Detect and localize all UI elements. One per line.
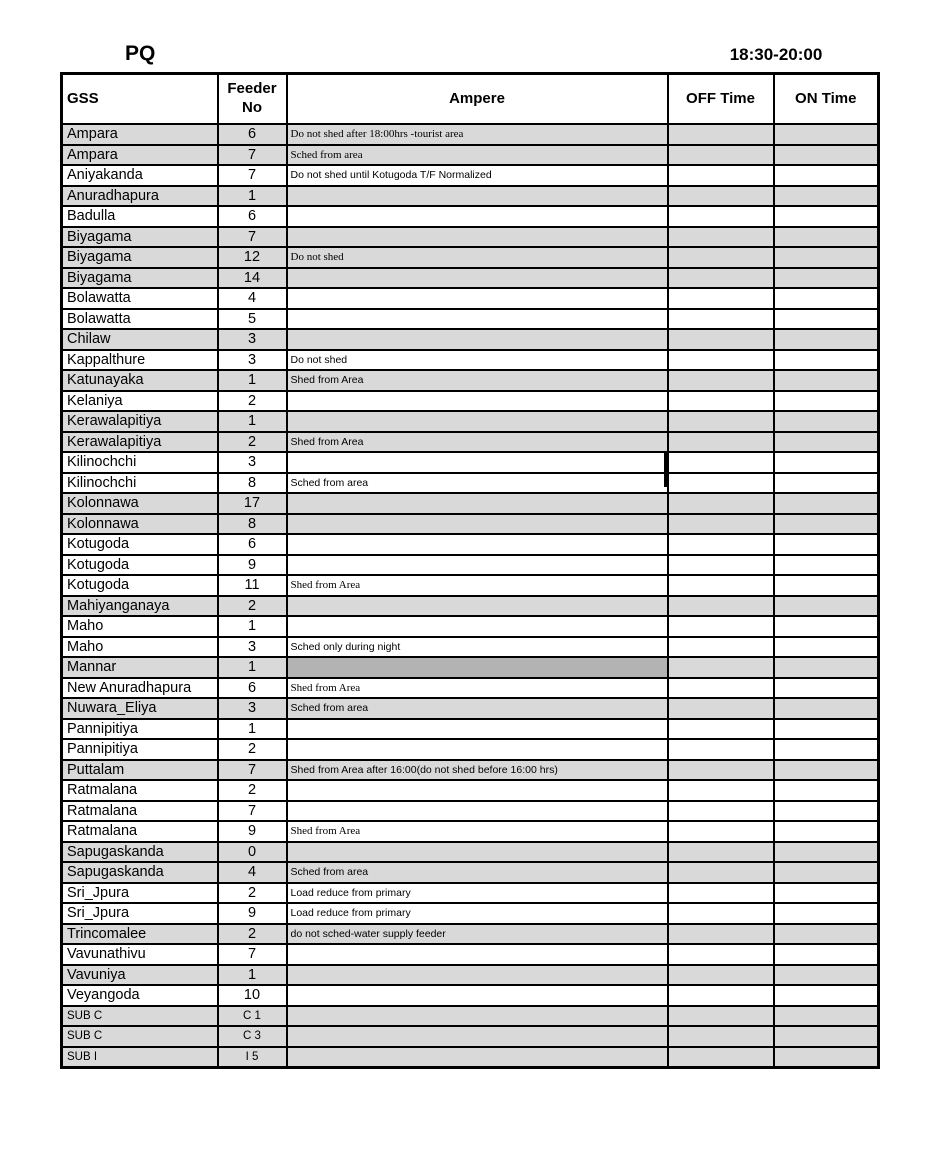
ampere-note-cell — [287, 391, 668, 412]
on-time-cell — [774, 575, 879, 596]
on-time-cell — [774, 514, 879, 535]
table-row — [62, 1047, 879, 1068]
on-time-cell — [774, 370, 879, 391]
feeder-no-cell: 1 — [218, 616, 287, 637]
off-time-cell — [668, 411, 774, 432]
gss-cell: Kerawalapitiya — [62, 411, 218, 432]
table-row — [62, 124, 879, 145]
feeder-no-cell: 7 — [218, 760, 287, 781]
on-time-cell — [774, 1026, 879, 1047]
table-row — [62, 883, 879, 904]
on-time-cell — [774, 534, 879, 555]
off-time-cell — [668, 391, 774, 412]
table-row — [62, 1026, 879, 1047]
off-time-cell — [668, 145, 774, 166]
on-time-cell — [774, 391, 879, 412]
table-row — [62, 637, 879, 658]
on-time-cell — [774, 452, 879, 473]
feeder-no-cell: 12 — [218, 247, 287, 268]
on-time-cell — [774, 350, 879, 371]
on-time-cell — [774, 555, 879, 576]
table-row — [62, 616, 879, 637]
gss-cell: SUB I — [62, 1047, 218, 1068]
gss-cell: Kolonnawa — [62, 493, 218, 514]
on-time-cell — [774, 801, 879, 822]
table-row — [62, 842, 879, 863]
ampere-note-cell — [287, 329, 668, 350]
on-time-cell — [774, 739, 879, 760]
feeder-no-cell: 6 — [218, 534, 287, 555]
ampere-note-cell: Shed from Area — [287, 821, 668, 842]
ampere-note-cell — [287, 657, 668, 678]
off-time-cell — [668, 678, 774, 699]
feeder-no-cell: 11 — [218, 575, 287, 596]
column-header-gss: GSS — [62, 74, 218, 125]
header-row — [62, 74, 879, 125]
on-time-cell — [774, 780, 879, 801]
gss-cell: Mannar — [62, 657, 218, 678]
on-time-cell — [774, 145, 879, 166]
on-time-cell — [774, 760, 879, 781]
feeder-no-cell: 1 — [218, 411, 287, 432]
on-time-cell — [774, 944, 879, 965]
gss-cell: Vavuniya — [62, 965, 218, 986]
gss-cell: Ratmalana — [62, 780, 218, 801]
feeder-no-cell: 6 — [218, 206, 287, 227]
on-time-cell — [774, 596, 879, 617]
feeder-no-cell: 2 — [218, 780, 287, 801]
gss-cell: Katunayaka — [62, 370, 218, 391]
ampere-note-cell — [287, 534, 668, 555]
gss-cell: Veyangoda — [62, 985, 218, 1006]
feeder-no-cell: 14 — [218, 268, 287, 289]
table-row — [62, 985, 879, 1006]
gss-cell: SUB C — [62, 1006, 218, 1027]
off-time-cell — [668, 534, 774, 555]
gss-cell: Kappalthure — [62, 350, 218, 371]
gss-cell: Nuwara_Eliya — [62, 698, 218, 719]
off-time-cell — [668, 124, 774, 145]
gss-cell: Pannipitiya — [62, 739, 218, 760]
gss-cell: Pannipitiya — [62, 719, 218, 740]
thick-border-mark — [664, 453, 669, 487]
table-row — [62, 944, 879, 965]
off-time-cell — [668, 288, 774, 309]
ampere-note-cell: Do not shed — [287, 350, 668, 371]
off-time-cell — [668, 657, 774, 678]
on-time-cell — [774, 186, 879, 207]
on-time-cell — [774, 493, 879, 514]
on-time-cell — [774, 329, 879, 350]
table-row — [62, 370, 879, 391]
feeder-no-cell: 5 — [218, 309, 287, 330]
table-row — [62, 575, 879, 596]
gss-cell: Biyagama — [62, 268, 218, 289]
gss-cell: Maho — [62, 637, 218, 658]
table-row — [62, 309, 879, 330]
off-time-cell — [668, 329, 774, 350]
on-time-cell — [774, 903, 879, 924]
ampere-note-cell: Do not shed — [287, 247, 668, 268]
table-row — [62, 329, 879, 350]
feeder-no-cell: 3 — [218, 329, 287, 350]
ampere-note-cell: Sched from area — [287, 473, 668, 494]
gss-cell: SUB C — [62, 1026, 218, 1047]
off-time-cell — [668, 862, 774, 883]
off-time-cell — [668, 206, 774, 227]
feeder-no-cell: 0 — [218, 842, 287, 863]
feeder-no-cell: 9 — [218, 903, 287, 924]
gss-cell: Trincomalee — [62, 924, 218, 945]
off-time-cell — [668, 739, 774, 760]
on-time-cell — [774, 206, 879, 227]
table-row — [62, 657, 879, 678]
ampere-note-cell — [287, 411, 668, 432]
ampere-note-cell — [287, 842, 668, 863]
feeder-no-cell: 4 — [218, 862, 287, 883]
gss-cell: Ampara — [62, 124, 218, 145]
ampere-note-cell: Sched from area — [287, 145, 668, 166]
off-time-cell — [668, 1006, 774, 1027]
feeder-no-cell: 2 — [218, 391, 287, 412]
table-row — [62, 739, 879, 760]
feeder-no-cell: 2 — [218, 883, 287, 904]
feeder-no-cell: 7 — [218, 165, 287, 186]
on-time-cell — [774, 637, 879, 658]
table-row — [62, 596, 879, 617]
on-time-cell — [774, 227, 879, 248]
column-header-off-time: OFF Time — [668, 74, 774, 125]
feeder-no-cell: C 1 — [218, 1006, 287, 1027]
ampere-note-cell — [287, 801, 668, 822]
gss-cell: Kilinochchi — [62, 473, 218, 494]
feeder-no-cell: 2 — [218, 739, 287, 760]
ampere-note-cell — [287, 1026, 668, 1047]
off-time-cell — [668, 555, 774, 576]
table-row — [62, 965, 879, 986]
gss-cell: Ratmalana — [62, 821, 218, 842]
feeder-no-cell: 1 — [218, 657, 287, 678]
gss-cell: Sri_Jpura — [62, 883, 218, 904]
ampere-note-cell: Sched from area — [287, 698, 668, 719]
ampere-note-cell — [287, 227, 668, 248]
feeder-no-cell: 7 — [218, 145, 287, 166]
gss-cell: Kotugoda — [62, 575, 218, 596]
feeder-no-cell: 1 — [218, 370, 287, 391]
ampere-note-cell — [287, 965, 668, 986]
off-time-cell — [668, 965, 774, 986]
off-time-cell — [668, 719, 774, 740]
gss-cell: Sri_Jpura — [62, 903, 218, 924]
feeder-no-cell: 2 — [218, 924, 287, 945]
ampere-note-cell: Sched only during night — [287, 637, 668, 658]
on-time-cell — [774, 965, 879, 986]
table-row — [62, 555, 879, 576]
off-time-cell — [668, 165, 774, 186]
off-time-cell — [668, 1026, 774, 1047]
feeder-no-cell: 7 — [218, 944, 287, 965]
off-time-cell — [668, 186, 774, 207]
column-header-ampere: Ampere — [287, 74, 668, 125]
ampere-note-cell — [287, 452, 668, 473]
on-time-cell — [774, 698, 879, 719]
gss-cell: Biyagama — [62, 247, 218, 268]
on-time-cell — [774, 985, 879, 1006]
table-row — [62, 411, 879, 432]
table-row — [62, 350, 879, 371]
ampere-note-cell — [287, 944, 668, 965]
ampere-note-cell: do not sched-water supply feeder — [287, 924, 668, 945]
ampere-note-cell: Shed from Area — [287, 432, 668, 453]
table-row — [62, 473, 879, 494]
ampere-note-cell — [287, 555, 668, 576]
ampere-note-cell — [287, 616, 668, 637]
table-row — [62, 903, 879, 924]
table-row — [62, 268, 879, 289]
off-time-cell — [668, 903, 774, 924]
table-row — [62, 247, 879, 268]
gss-cell: Aniyakanda — [62, 165, 218, 186]
ampere-note-cell: Do not shed until Kotugoda T/F Normalized — [287, 165, 668, 186]
table-row — [62, 760, 879, 781]
ampere-note-cell — [287, 268, 668, 289]
ampere-note-cell: Shed from Area — [287, 575, 668, 596]
off-time-cell — [668, 637, 774, 658]
off-time-cell — [668, 452, 774, 473]
gss-cell: Ratmalana — [62, 801, 218, 822]
gss-cell: Mahiyanganaya — [62, 596, 218, 617]
feeder-no-cell: 3 — [218, 698, 287, 719]
feeder-no-cell: 2 — [218, 432, 287, 453]
table-body — [62, 124, 879, 1068]
gss-cell: Vavunathivu — [62, 944, 218, 965]
ampere-note-cell — [287, 780, 668, 801]
off-time-cell — [668, 883, 774, 904]
on-time-cell — [774, 247, 879, 268]
on-time-cell — [774, 165, 879, 186]
off-time-cell — [668, 842, 774, 863]
table-row — [62, 678, 879, 699]
off-time-cell — [668, 924, 774, 945]
ampere-note-cell — [287, 596, 668, 617]
off-time-cell — [668, 309, 774, 330]
gss-cell: Kolonnawa — [62, 514, 218, 535]
off-time-cell — [668, 760, 774, 781]
gss-cell: Badulla — [62, 206, 218, 227]
ampere-note-cell: Shed from Area — [287, 370, 668, 391]
off-time-cell — [668, 473, 774, 494]
table-row — [62, 432, 879, 453]
off-time-cell — [668, 493, 774, 514]
on-time-cell — [774, 616, 879, 637]
gss-cell: Ampara — [62, 145, 218, 166]
feeder-no-cell: 2 — [218, 596, 287, 617]
gss-cell: Maho — [62, 616, 218, 637]
ampere-note-cell — [287, 985, 668, 1006]
schedule-table-container — [60, 72, 880, 1069]
gss-cell: Bolawatta — [62, 309, 218, 330]
table-row — [62, 719, 879, 740]
on-time-cell — [774, 1047, 879, 1068]
feeder-no-cell: 9 — [218, 555, 287, 576]
gss-cell: Sapugaskanda — [62, 842, 218, 863]
ampere-note-cell: Do not shed after 18:00hrs -tourist area — [287, 124, 668, 145]
off-time-cell — [668, 616, 774, 637]
table-row — [62, 801, 879, 822]
ampere-note-cell — [287, 288, 668, 309]
off-time-cell — [668, 227, 774, 248]
page-title: PQ — [125, 42, 156, 65]
gss-cell: Kotugoda — [62, 555, 218, 576]
feeder-no-cell: 1 — [218, 719, 287, 740]
on-time-cell — [774, 124, 879, 145]
gss-cell: Puttalam — [62, 760, 218, 781]
off-time-cell — [668, 350, 774, 371]
gss-cell: Chilaw — [62, 329, 218, 350]
on-time-cell — [774, 883, 879, 904]
on-time-cell — [774, 1006, 879, 1027]
ampere-note-cell — [287, 719, 668, 740]
on-time-cell — [774, 842, 879, 863]
on-time-cell — [774, 862, 879, 883]
gss-cell: New Anuradhapura — [62, 678, 218, 699]
table-row — [62, 780, 879, 801]
on-time-cell — [774, 309, 879, 330]
feeder-no-cell: 7 — [218, 227, 287, 248]
off-time-cell — [668, 944, 774, 965]
schedule-table — [60, 72, 880, 1069]
off-time-cell — [668, 698, 774, 719]
off-time-cell — [668, 801, 774, 822]
column-header-feeder-no: Feeder No — [218, 74, 287, 125]
feeder-no-cell: 10 — [218, 985, 287, 1006]
ampere-note-cell — [287, 514, 668, 535]
table-row — [62, 924, 879, 945]
off-time-cell — [668, 247, 774, 268]
on-time-cell — [774, 657, 879, 678]
feeder-no-cell: 8 — [218, 514, 287, 535]
feeder-no-cell: C 3 — [218, 1026, 287, 1047]
table-row — [62, 165, 879, 186]
off-time-cell — [668, 821, 774, 842]
on-time-cell — [774, 719, 879, 740]
time-range-label: 18:30-20:00 — [729, 45, 823, 64]
feeder-no-cell: 6 — [218, 678, 287, 699]
ampere-note-cell: Load reduce from primary — [287, 883, 668, 904]
feeder-no-cell: 1 — [218, 965, 287, 986]
on-time-cell — [774, 411, 879, 432]
ampere-note-cell — [287, 1006, 668, 1027]
ampere-note-cell — [287, 309, 668, 330]
table-row — [62, 493, 879, 514]
gss-cell: Bolawatta — [62, 288, 218, 309]
feeder-no-cell: 3 — [218, 452, 287, 473]
table-row — [62, 145, 879, 166]
ampere-note-cell — [287, 493, 668, 514]
gss-cell: Anuradhapura — [62, 186, 218, 207]
feeder-no-cell: 3 — [218, 637, 287, 658]
off-time-cell — [668, 1047, 774, 1068]
ampere-note-cell — [287, 739, 668, 760]
gss-cell: Kotugoda — [62, 534, 218, 555]
table-row — [62, 452, 879, 473]
ampere-note-cell — [287, 1047, 668, 1068]
table-row — [62, 206, 879, 227]
ampere-note-cell: Load reduce from primary — [287, 903, 668, 924]
on-time-cell — [774, 821, 879, 842]
on-time-cell — [774, 924, 879, 945]
ampere-note-cell: Shed from Area — [287, 678, 668, 699]
off-time-cell — [668, 432, 774, 453]
feeder-no-cell: 9 — [218, 821, 287, 842]
feeder-no-cell: 17 — [218, 493, 287, 514]
table-row — [62, 821, 879, 842]
table-row — [62, 698, 879, 719]
on-time-cell — [774, 288, 879, 309]
ampere-note-cell — [287, 206, 668, 227]
ampere-note-cell: Shed from Area after 16:00(do not shed before 16:00 hrs) — [287, 760, 668, 781]
table-row — [62, 862, 879, 883]
feeder-no-cell: I 5 — [218, 1047, 287, 1068]
gss-cell: Sapugaskanda — [62, 862, 218, 883]
gss-cell: Biyagama — [62, 227, 218, 248]
column-header-on-time: ON Time — [774, 74, 879, 125]
table-row — [62, 1006, 879, 1027]
gss-cell: Kelaniya — [62, 391, 218, 412]
ampere-note-cell: Sched from area — [287, 862, 668, 883]
on-time-cell — [774, 432, 879, 453]
gss-cell: Kerawalapitiya — [62, 432, 218, 453]
feeder-no-cell: 7 — [218, 801, 287, 822]
off-time-cell — [668, 514, 774, 535]
off-time-cell — [668, 985, 774, 1006]
table-row — [62, 391, 879, 412]
off-time-cell — [668, 780, 774, 801]
off-time-cell — [668, 268, 774, 289]
off-time-cell — [668, 575, 774, 596]
table-row — [62, 186, 879, 207]
table-row — [62, 227, 879, 248]
on-time-cell — [774, 473, 879, 494]
off-time-cell — [668, 596, 774, 617]
feeder-no-cell: 3 — [218, 350, 287, 371]
ampere-note-cell — [287, 186, 668, 207]
table-row — [62, 288, 879, 309]
on-time-cell — [774, 268, 879, 289]
feeder-no-cell: 8 — [218, 473, 287, 494]
table-row — [62, 514, 879, 535]
feeder-no-cell: 4 — [218, 288, 287, 309]
gss-cell: Kilinochchi — [62, 452, 218, 473]
feeder-no-cell: 6 — [218, 124, 287, 145]
table-row — [62, 534, 879, 555]
feeder-no-cell: 1 — [218, 186, 287, 207]
off-time-cell — [668, 370, 774, 391]
on-time-cell — [774, 678, 879, 699]
